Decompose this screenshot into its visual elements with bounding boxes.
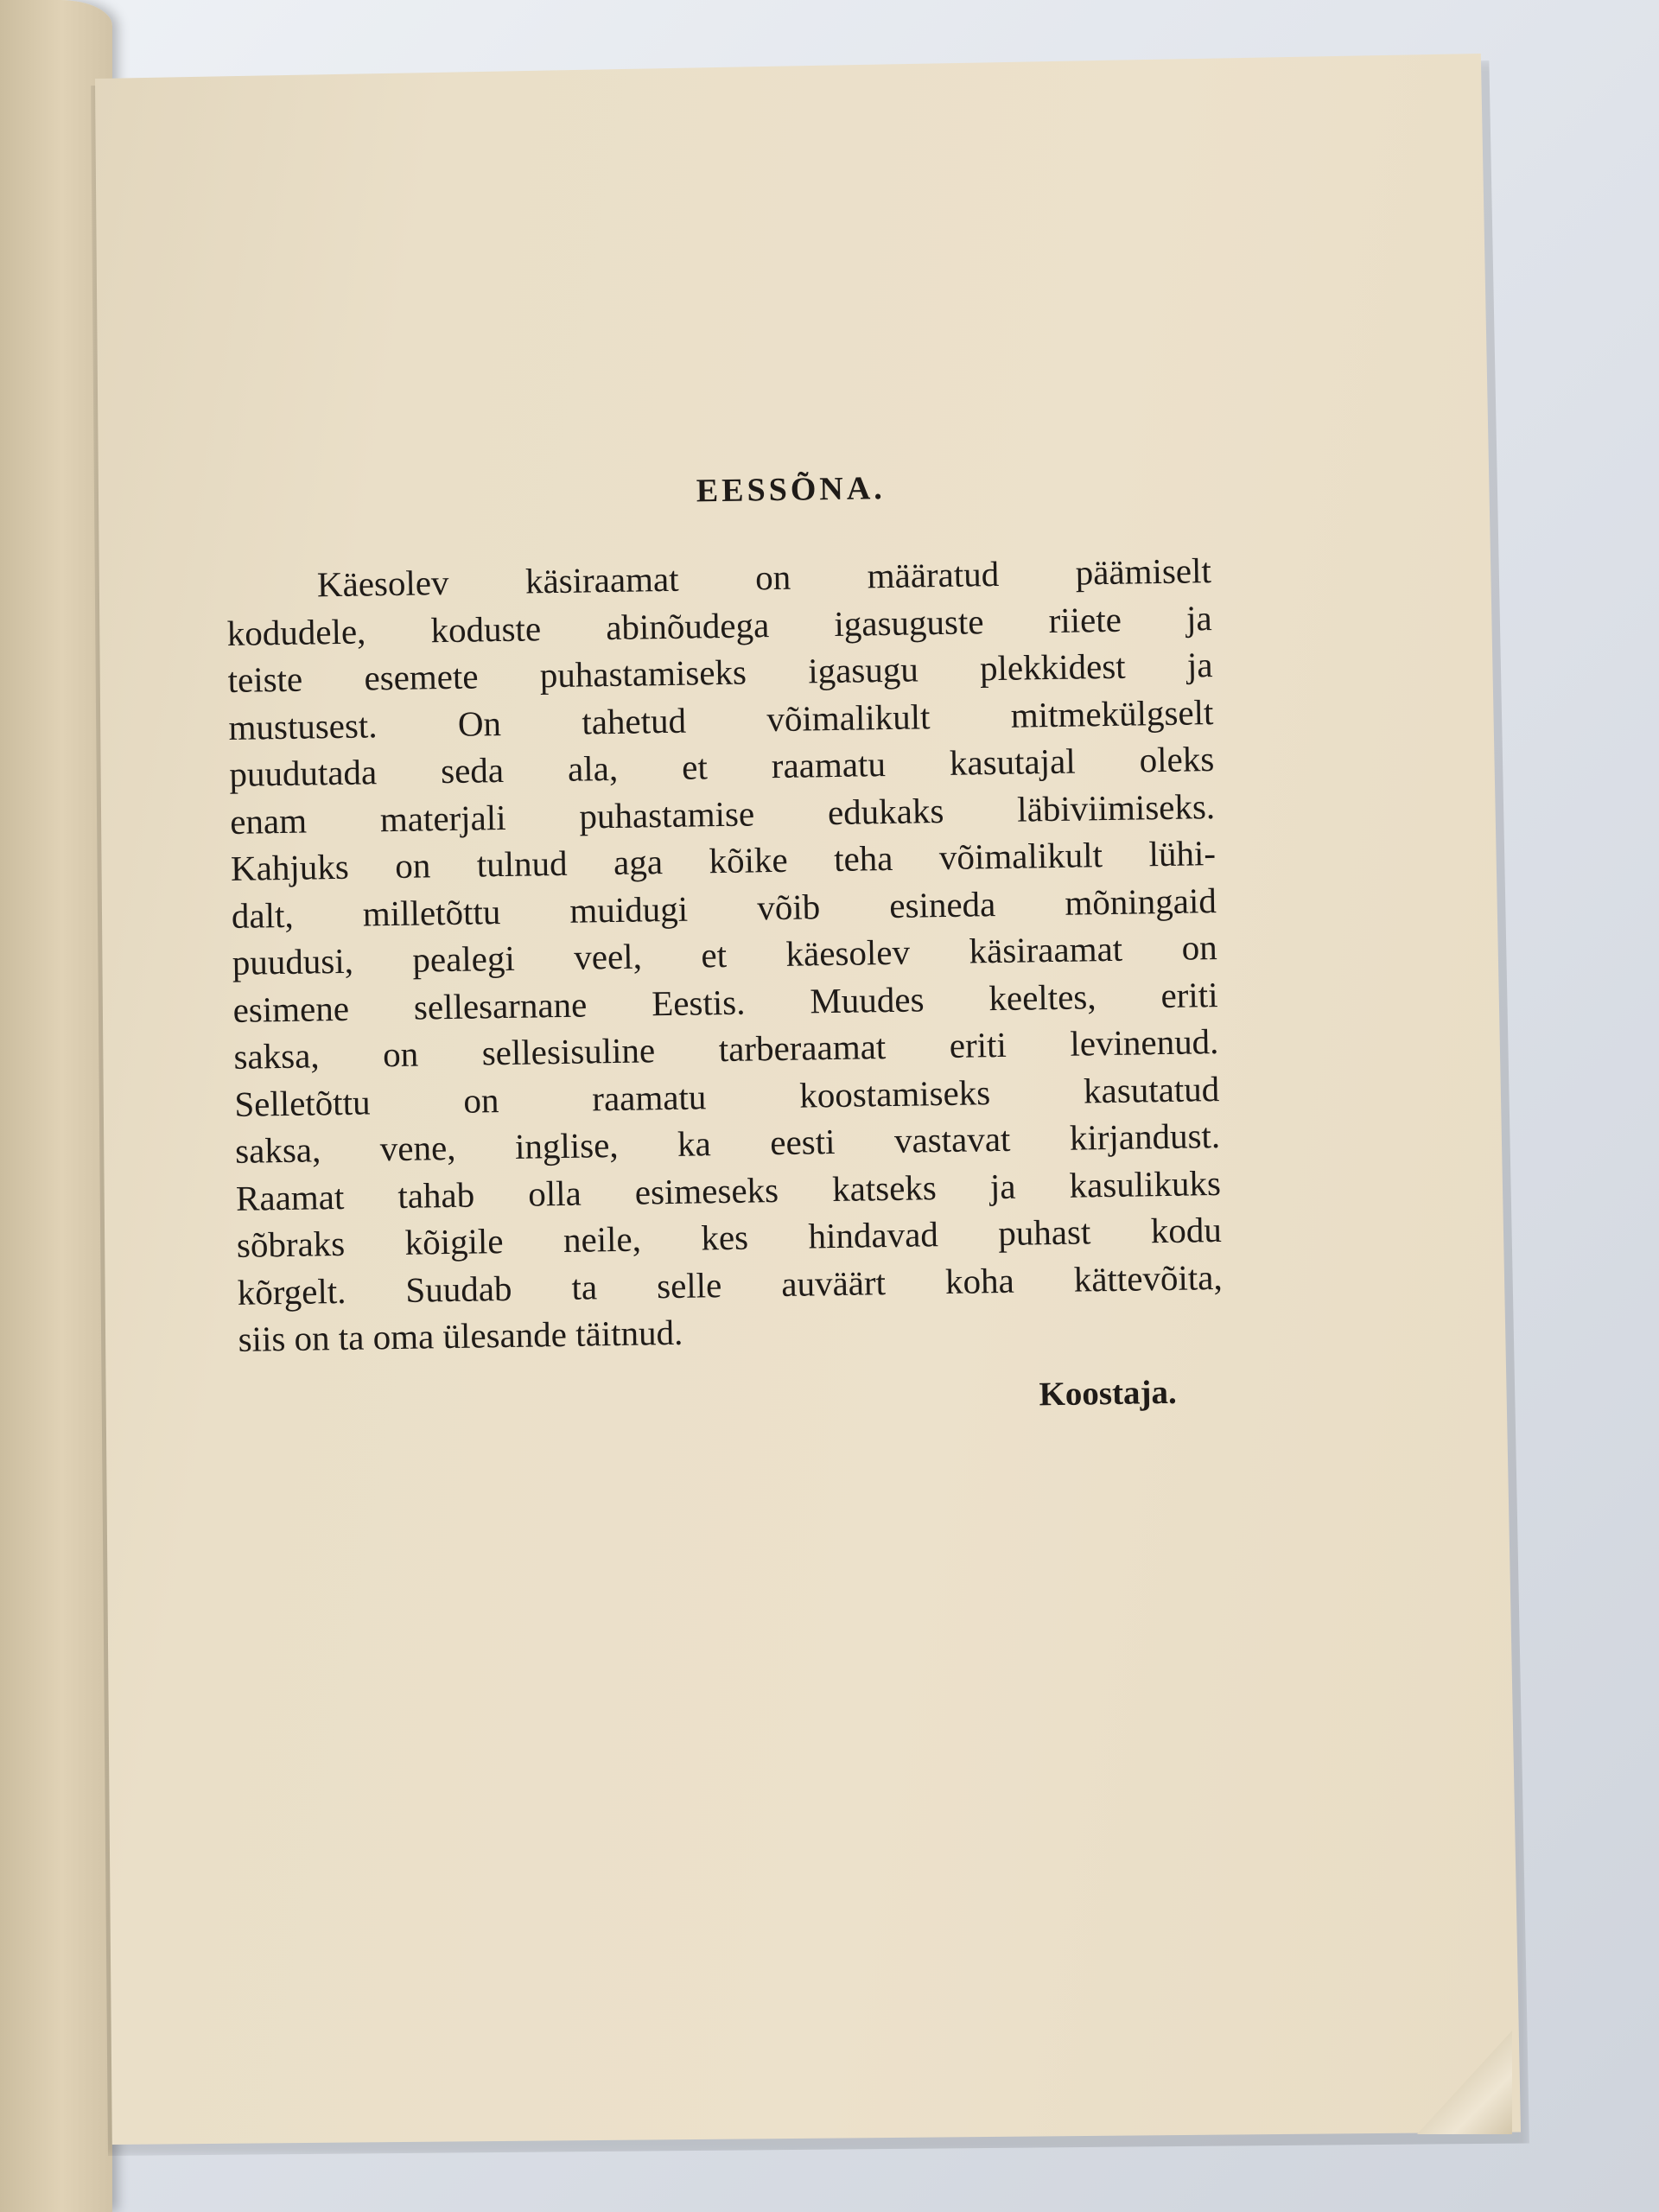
text-line: mustusest. On tahetud võimalikult mitmekülgselt [228, 691, 1214, 747]
text-line: saksa, on sellesisuline tarberaamat eriti levinenud. [233, 1021, 1219, 1077]
text-line: Raamat tahab olla esimeseks katseks ja kasulikuks [235, 1162, 1222, 1218]
text-line: puudusi, pealegi veel, et käesolev käsiraamat on [232, 927, 1218, 982]
text-line: siis on ta oma ülesande täitnud. [238, 1312, 683, 1359]
text-line: kodudele, koduste abinõudega igasuguste riiete ja [226, 597, 1213, 653]
preface-text-block [225, 464, 1224, 1426]
text-line: puudutada seda ala, et raamatu kasutajal oleks [228, 739, 1215, 794]
text-line: dalt, milletõttu muidugi võib esineda mõningaid [231, 880, 1217, 936]
text-line: Käesolev käsiraamat on määratud päämiselt [316, 550, 1212, 605]
page-title: EESSÕNA. [696, 469, 887, 510]
text-line: Selletõttu on raamatu koostamiseks kasutatud [233, 1068, 1220, 1124]
text-line: saksa, vene, inglise, ka eesti vastavat kirjandust. [234, 1116, 1221, 1171]
text-line: Kahjuks on tulnud aga kõike teha võimalikult lühi- [230, 833, 1217, 888]
text-line: enam materjali puhastamise edukaks läbiviimiseks. [229, 785, 1216, 842]
text-line: esimene sellesarnane Eestis. Muudes keeltes, eriti [232, 974, 1218, 1030]
signature: Koostaja. [1039, 1373, 1178, 1413]
text-line: sõbraks kõigile neile, kes hindavad puhast kodu [236, 1209, 1223, 1265]
text-line: teiste esemete puhastamiseks igasugu plekkidest ja [227, 645, 1213, 700]
text-line: kõrgelt. Suudab ta selle auväärt koha kättevõita, [237, 1256, 1223, 1313]
